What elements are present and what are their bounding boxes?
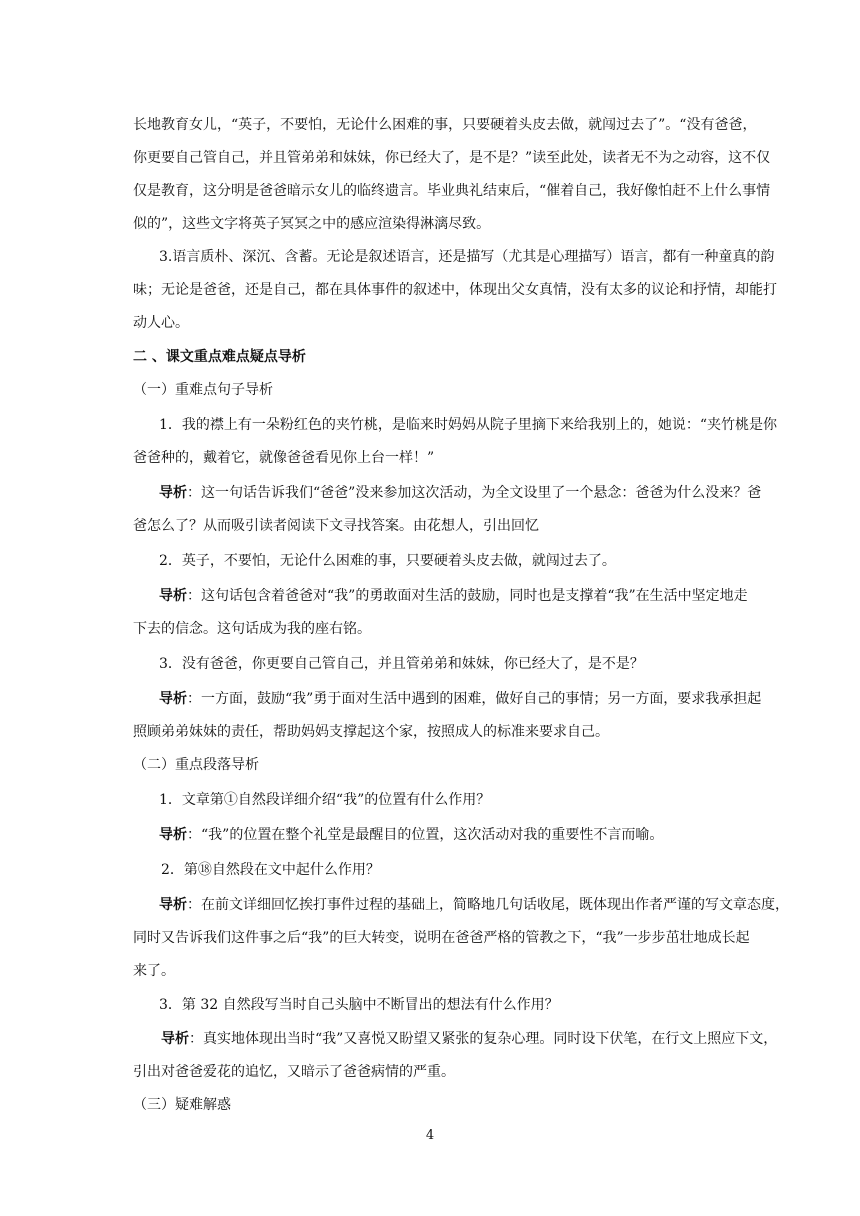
analysis-line: 来了。 [133, 963, 175, 979]
subsection-heading: （三）疑难解惑 [133, 1097, 231, 1113]
text-line: 3.语言质朴、深沉、含蓄。无论是叙述语言，还是描写（尤其是心理描写）语言，都有一种童真的韵 [159, 249, 775, 265]
question-line: 3．第 32 自然段写当时自己头脑中不断冒出的想法有什么作用？ [159, 997, 559, 1013]
question-line: 2．第⑱自然段在文中起什么作用？ [161, 862, 380, 878]
question-line: 3．没有爸爸，你更要自己管自己，并且管弟弟和妹妹，你已经大了，是不是？ [159, 656, 644, 672]
section-heading: 二 、课文重点难点疑点导析 [133, 349, 306, 365]
analysis-label: 导析 [159, 485, 187, 501]
question-line: 2．英子，不要怕，无论什么困难的事，只要硬着头皮去做，就闯过去了。 [159, 553, 616, 569]
analysis-line: 导析：这句话包含着爸爸对“我”的勇敢面对生活的鼓励，同时也是支撑着“我”在生活中坚定地走 [159, 588, 748, 604]
text-line: 你更要自己管自己，并且管弟弟和妹妹，你已经大了，是不是？”读至此处，读者无不为之动容，这不仅 [133, 150, 771, 166]
text-line: 动人心。 [133, 315, 189, 331]
analysis-line: 导析：这一句话告诉我们“爸爸”没来参加这次活动，为全文设里了一个悬念：爸爸为什么没来？爸 [159, 485, 762, 501]
page-number: 4 [425, 1128, 435, 1143]
question-line: 爸爸种的，戴着它，就像爸爸看见你上台一样！” [133, 450, 435, 466]
analysis-label: 导析 [159, 827, 187, 843]
analysis-line: 引出对爸爸爱花的追忆，又暗示了爸爸病情的严重。 [133, 1064, 455, 1080]
text-line: 仅是教育，这分明是爸爸暗示女儿的临终遗言。毕业典礼结束后，“催着自己，我好像怕赶不上什么事情 [133, 183, 771, 199]
text-line: 似的”，这些文字将英子冥冥之中的感应渲染得淋漓尽致。 [133, 216, 491, 232]
analysis-line: 导析：在前文详细回忆挨打事件过程的基础上，简略地几句话收尾，既体现出作者严谨的写文章态度， [159, 897, 789, 913]
analysis-line: 照顾弟弟妹妹的责任，帮助妈妈支撑起这个家，按照成人的标准来要求自己。 [133, 724, 609, 740]
analysis-line: 导析：一方面，鼓励“我”勇于面对生活中遇到的困难，做好自己的事情；另一方面，要求我承担起 [159, 691, 762, 707]
subsection-heading: （一）重难点句子导析 [133, 382, 273, 398]
subsection-heading: （二）重点段落导析 [133, 757, 259, 773]
analysis-label: 导析 [159, 588, 187, 604]
question-line: 1．我的襟上有一朵粉红色的夹竹桃，是临来时妈妈从院子里摘下来给我别上的，她说：“夹竹桃是你 [159, 417, 778, 433]
text-line: 长地教育女儿，“英子，不要怕，无论什么困难的事，只要硬着头皮去做，就闯过去了”。“没有爸爸， [133, 117, 757, 133]
analysis-line: 同时又告诉我们这件事之后“我”的巨大转变，说明在爸爸严格的管教之下，“我”一步步茁壮地成长起 [133, 930, 750, 946]
analysis-label: 导析 [161, 1031, 189, 1047]
analysis-line: 导析：真实地体现出当时“我”又喜悦又盼望又紧张的复杂心理。同时设下伏笔，在行文上照应下文， [161, 1031, 778, 1047]
text-line: 味；无论是爸爸，还是自己，都在具体事件的叙述中，体现出父女真情，没有太多的议论和抒情，却能打 [133, 282, 777, 298]
question-line: 1．文章第①自然段详细介绍“我”的位置有什么作用？ [159, 792, 491, 808]
analysis-line: 下去的信念。这句话成为我的座右铭。 [133, 621, 371, 637]
analysis-label: 导析 [159, 897, 187, 913]
analysis-line: 爸怎么了？从而吸引读者阅读下文寻找答案。由花想人，引出回忆 [133, 518, 539, 534]
analysis-line: 导析：“我”的位置在整个礼堂是最醒目的位置，这次活动对我的重要性不言而喻。 [159, 827, 664, 843]
analysis-label: 导析 [159, 691, 187, 707]
